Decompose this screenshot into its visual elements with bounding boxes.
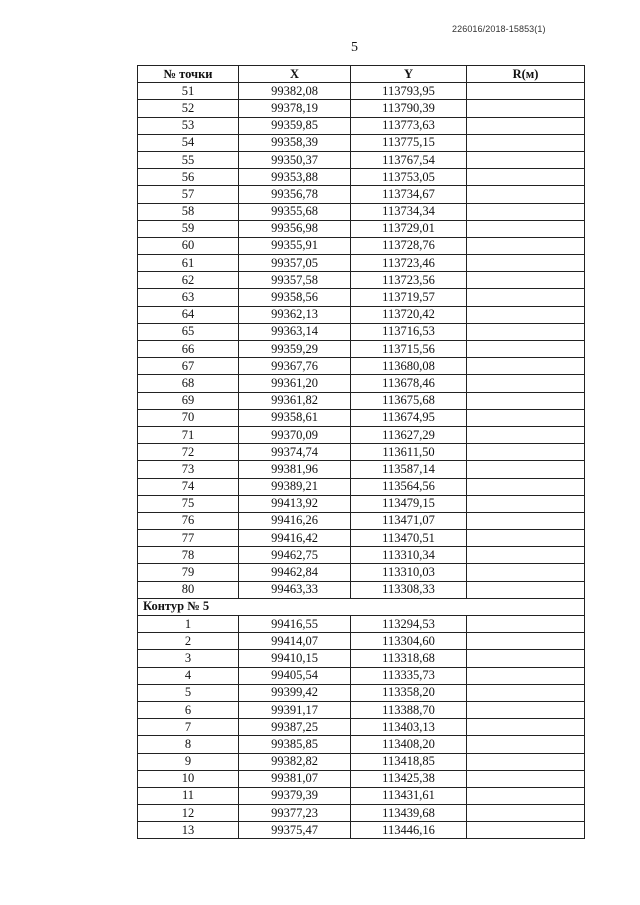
cell-radius (467, 151, 585, 168)
cell-point-number: 69 (138, 392, 239, 409)
cell-y: 113627,29 (351, 426, 467, 443)
cell-y: 113719,57 (351, 289, 467, 306)
table-row (138, 203, 585, 220)
column-header-radius: R(м) (467, 66, 585, 83)
table-row (138, 444, 585, 461)
cell-y: 113418,85 (351, 753, 467, 770)
cell-y: 113611,50 (351, 444, 467, 461)
table-row (138, 289, 585, 306)
cell-y: 113720,42 (351, 306, 467, 323)
cell-point-number: 57 (138, 186, 239, 203)
cell-y: 113729,01 (351, 220, 467, 237)
table-row (138, 100, 585, 117)
cell-y: 113431,61 (351, 787, 467, 804)
table-row (138, 426, 585, 443)
cell-radius (467, 478, 585, 495)
cell-y: 113715,56 (351, 341, 467, 358)
cell-radius (467, 822, 585, 839)
table-row (138, 272, 585, 289)
cell-y: 113675,68 (351, 392, 467, 409)
cell-y: 113716,53 (351, 323, 467, 340)
table-row (138, 701, 585, 718)
cell-radius (467, 117, 585, 134)
cell-x: 99414,07 (239, 633, 351, 650)
cell-y: 113318,68 (351, 650, 467, 667)
cell-x: 99389,21 (239, 478, 351, 495)
cell-point-number: 52 (138, 100, 239, 117)
cell-y: 113587,14 (351, 461, 467, 478)
cell-y: 113304,60 (351, 633, 467, 650)
cell-radius (467, 444, 585, 461)
cell-radius (467, 392, 585, 409)
cell-point-number: 63 (138, 289, 239, 306)
cell-point-number: 53 (138, 117, 239, 134)
cell-x: 99385,85 (239, 736, 351, 753)
cell-radius (467, 341, 585, 358)
table-row (138, 375, 585, 392)
table-row (138, 478, 585, 495)
cell-radius (467, 530, 585, 547)
table-row (138, 719, 585, 736)
table-row (138, 151, 585, 168)
cell-x: 99387,25 (239, 719, 351, 736)
cell-radius (467, 753, 585, 770)
table-row (138, 770, 585, 787)
cell-point-number: 65 (138, 323, 239, 340)
cell-radius (467, 633, 585, 650)
cell-radius (467, 495, 585, 512)
cell-y: 113335,73 (351, 667, 467, 684)
cell-point-number: 2 (138, 633, 239, 650)
cell-point-number: 8 (138, 736, 239, 753)
cell-x: 99462,84 (239, 564, 351, 581)
cell-radius (467, 787, 585, 804)
cell-x: 99382,08 (239, 83, 351, 100)
cell-point-number: 71 (138, 426, 239, 443)
cell-point-number: 12 (138, 805, 239, 822)
cell-radius (467, 375, 585, 392)
cell-x: 99382,82 (239, 753, 351, 770)
table-row (138, 255, 585, 272)
cell-point-number: 51 (138, 83, 239, 100)
table-row (138, 461, 585, 478)
table-row (138, 186, 585, 203)
cell-point-number: 79 (138, 564, 239, 581)
cell-x: 99378,19 (239, 100, 351, 117)
cell-point-number: 1 (138, 616, 239, 633)
cell-point-number: 60 (138, 237, 239, 254)
cell-point-number: 13 (138, 822, 239, 839)
cell-y: 113408,20 (351, 736, 467, 753)
cell-x: 99359,29 (239, 341, 351, 358)
cell-y: 113439,68 (351, 805, 467, 822)
cell-radius (467, 237, 585, 254)
cell-point-number: 78 (138, 547, 239, 564)
cell-radius (467, 186, 585, 203)
cell-point-number: 73 (138, 461, 239, 478)
column-header-x: X (239, 66, 351, 83)
cell-point-number: 76 (138, 512, 239, 529)
cell-point-number: 66 (138, 341, 239, 358)
cell-point-number: 77 (138, 530, 239, 547)
cell-x: 99374,74 (239, 444, 351, 461)
coordinates-table (137, 65, 585, 839)
cell-point-number: 68 (138, 375, 239, 392)
table-row (138, 530, 585, 547)
cell-x: 99379,39 (239, 787, 351, 804)
cell-point-number: 9 (138, 753, 239, 770)
cell-radius (467, 667, 585, 684)
cell-point-number: 58 (138, 203, 239, 220)
cell-point-number: 74 (138, 478, 239, 495)
cell-radius (467, 289, 585, 306)
cell-x: 99416,42 (239, 530, 351, 547)
cell-x: 99355,91 (239, 237, 351, 254)
cell-y: 113773,63 (351, 117, 467, 134)
cell-y: 113723,46 (351, 255, 467, 272)
cell-radius (467, 306, 585, 323)
cell-x: 99358,61 (239, 409, 351, 426)
cell-radius (467, 564, 585, 581)
cell-x: 99359,85 (239, 117, 351, 134)
cell-y: 113403,13 (351, 719, 467, 736)
table-row (138, 547, 585, 564)
cell-radius (467, 203, 585, 220)
table-row (138, 169, 585, 186)
cell-radius (467, 736, 585, 753)
cell-point-number: 80 (138, 581, 239, 598)
cell-radius (467, 616, 585, 633)
cell-radius (467, 220, 585, 237)
cell-x: 99416,26 (239, 512, 351, 529)
cell-radius (467, 83, 585, 100)
cell-x: 99357,05 (239, 255, 351, 272)
cell-y: 113767,54 (351, 151, 467, 168)
cell-y: 113470,51 (351, 530, 467, 547)
page-number: 5 (351, 40, 358, 55)
cell-x: 99463,33 (239, 581, 351, 598)
cell-radius (467, 255, 585, 272)
table-row (138, 306, 585, 323)
table-row (138, 392, 585, 409)
table-row (138, 409, 585, 426)
table-row (138, 512, 585, 529)
cell-y: 113793,95 (351, 83, 467, 100)
table-header-row (138, 66, 585, 83)
table-row (138, 134, 585, 151)
cell-x: 99377,23 (239, 805, 351, 822)
table-body (138, 83, 585, 839)
cell-y: 113388,70 (351, 701, 467, 718)
cell-x: 99381,07 (239, 770, 351, 787)
table-row (138, 633, 585, 650)
cell-radius (467, 684, 585, 701)
cell-x: 99355,68 (239, 203, 351, 220)
cell-point-number: 55 (138, 151, 239, 168)
cell-x: 99391,17 (239, 701, 351, 718)
cell-point-number: 67 (138, 358, 239, 375)
table-row (138, 358, 585, 375)
cell-y: 113678,46 (351, 375, 467, 392)
table-row (138, 495, 585, 512)
cell-radius (467, 100, 585, 117)
cell-y: 113564,56 (351, 478, 467, 495)
cell-radius (467, 770, 585, 787)
cell-x: 99362,13 (239, 306, 351, 323)
cell-radius (467, 134, 585, 151)
cell-radius (467, 581, 585, 598)
table-row (138, 117, 585, 134)
cell-point-number: 56 (138, 169, 239, 186)
cell-y: 113680,08 (351, 358, 467, 375)
cell-y: 113790,39 (351, 100, 467, 117)
cell-point-number: 3 (138, 650, 239, 667)
cell-x: 99350,37 (239, 151, 351, 168)
cell-point-number: 11 (138, 787, 239, 804)
cell-point-number: 10 (138, 770, 239, 787)
column-header-y: Y (351, 66, 467, 83)
contour-header-row (138, 598, 585, 615)
cell-y: 113753,05 (351, 169, 467, 186)
cell-radius (467, 358, 585, 375)
contour-label: Контур № 5 (138, 598, 585, 615)
cell-y: 113425,38 (351, 770, 467, 787)
cell-x: 99413,92 (239, 495, 351, 512)
table-row (138, 684, 585, 701)
cell-x: 99361,20 (239, 375, 351, 392)
cell-x: 99367,76 (239, 358, 351, 375)
cell-x: 99353,88 (239, 169, 351, 186)
cell-y: 113310,34 (351, 547, 467, 564)
cell-point-number: 70 (138, 409, 239, 426)
cell-y: 113294,53 (351, 616, 467, 633)
cell-point-number: 6 (138, 701, 239, 718)
cell-point-number: 72 (138, 444, 239, 461)
cell-y: 113728,76 (351, 237, 467, 254)
cell-y: 113308,33 (351, 581, 467, 598)
cell-x: 99357,58 (239, 272, 351, 289)
table-row (138, 341, 585, 358)
cell-y: 113310,03 (351, 564, 467, 581)
cell-x: 99410,15 (239, 650, 351, 667)
cell-radius (467, 461, 585, 478)
cell-point-number: 4 (138, 667, 239, 684)
cell-x: 99375,47 (239, 822, 351, 839)
column-header-point-number: № точки (138, 66, 239, 83)
cell-x: 99358,56 (239, 289, 351, 306)
cell-x: 99462,75 (239, 547, 351, 564)
table-row (138, 753, 585, 770)
table-row (138, 822, 585, 839)
cell-point-number: 7 (138, 719, 239, 736)
cell-radius (467, 272, 585, 289)
table-row (138, 581, 585, 598)
cell-y: 113723,56 (351, 272, 467, 289)
cell-radius (467, 169, 585, 186)
cell-x: 99361,82 (239, 392, 351, 409)
cell-x: 99381,96 (239, 461, 351, 478)
table-row (138, 650, 585, 667)
table-row (138, 667, 585, 684)
table-row (138, 805, 585, 822)
cell-point-number: 61 (138, 255, 239, 272)
cell-x: 99370,09 (239, 426, 351, 443)
cell-point-number: 62 (138, 272, 239, 289)
cell-y: 113446,16 (351, 822, 467, 839)
cell-x: 99399,42 (239, 684, 351, 701)
cell-x: 99356,78 (239, 186, 351, 203)
cell-radius (467, 323, 585, 340)
cell-radius (467, 426, 585, 443)
cell-y: 113734,67 (351, 186, 467, 203)
cell-radius (467, 701, 585, 718)
cell-point-number: 54 (138, 134, 239, 151)
cell-y: 113358,20 (351, 684, 467, 701)
cell-y: 113479,15 (351, 495, 467, 512)
cell-y: 113674,95 (351, 409, 467, 426)
cell-x: 99356,98 (239, 220, 351, 237)
cell-y: 113471,07 (351, 512, 467, 529)
cell-radius (467, 547, 585, 564)
cell-point-number: 64 (138, 306, 239, 323)
cell-radius (467, 719, 585, 736)
cell-x: 99358,39 (239, 134, 351, 151)
cell-point-number: 75 (138, 495, 239, 512)
document-code: 226016/2018-15853(1) (452, 24, 546, 34)
table-row (138, 237, 585, 254)
cell-radius (467, 805, 585, 822)
cell-x: 99416,55 (239, 616, 351, 633)
table-row (138, 736, 585, 753)
table-row (138, 220, 585, 237)
cell-radius (467, 409, 585, 426)
cell-point-number: 59 (138, 220, 239, 237)
cell-point-number: 5 (138, 684, 239, 701)
table-row (138, 323, 585, 340)
table-row (138, 83, 585, 100)
table-row (138, 564, 585, 581)
cell-radius (467, 512, 585, 529)
cell-radius (467, 650, 585, 667)
cell-y: 113734,34 (351, 203, 467, 220)
cell-x: 99405,54 (239, 667, 351, 684)
table-row (138, 787, 585, 804)
cell-y: 113775,15 (351, 134, 467, 151)
table-row (138, 616, 585, 633)
cell-x: 99363,14 (239, 323, 351, 340)
